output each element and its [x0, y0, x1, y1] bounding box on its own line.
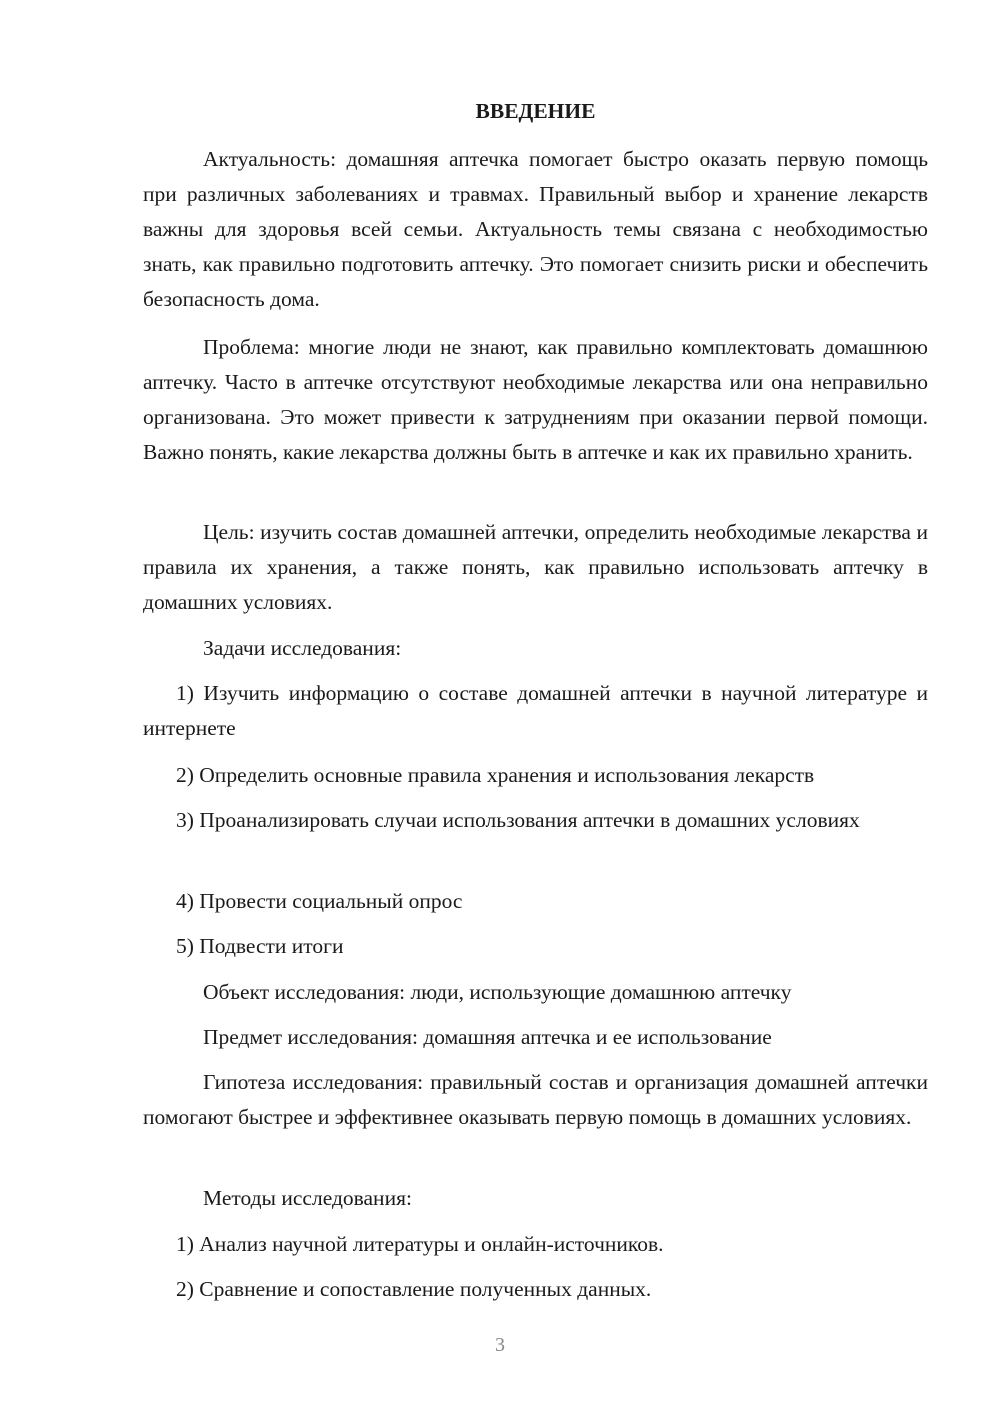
section-title: ВВЕДЕНИЕ	[475, 99, 596, 123]
method-item-1: 1) Анализ научной литературы и онлайн-источников.	[176, 1232, 664, 1256]
task-item-1: 1) Изучить информацию о составе домашней аптечки в научной литературе и интернете	[143, 681, 928, 740]
task-item-2: 2) Определить основные правила хранения и использования лекарств	[176, 763, 815, 787]
paragraph-relevance: Актуальность: домашняя аптечка помогает быстро оказать первую помощь при различных заболеваниях и травмах. Правильный выбор и хранение лекарств важны для здоровья всей семьи. Актуальность темы связана с необходимостью знать, как правильно подготовить аптечку. Это помогает снизить риски и обеспечить безопасность дома.	[143, 147, 928, 311]
research-hypothesis: Гипотеза исследования: правильный состав и организация домашней аптечки помогают быстрее и эффективнее оказывать первую помощь в домашних условиях.	[143, 1070, 928, 1129]
paragraph-goal: Цель: изучить состав домашней аптечки, определить необходимые лекарства и правила их хранения, а также понять, как правильно использовать аптечку в домашних условиях.	[143, 520, 928, 614]
paragraph-problem: Проблема: многие люди не знают, как правильно комплектовать домашнюю аптечку. Часто в аптечке отсутствуют необходимые лекарства или она неправильно организована. Это может привести к затруднениям при оказании первой помощи. Важно понять, какие лекарства должны быть в аптечке и как их правильно хранить.	[143, 335, 928, 464]
page-number: 3	[495, 1334, 505, 1356]
research-object: Объект исследования: люди, использующие домашнюю аптечку	[203, 980, 792, 1004]
methods-heading: Методы исследования:	[203, 1186, 412, 1210]
task-item-5: 5) Подвести итоги	[176, 934, 344, 958]
research-subject: Предмет исследования: домашняя аптечка и ее использование	[203, 1025, 772, 1049]
tasks-heading: Задачи исследования:	[203, 636, 402, 660]
method-item-2: 2) Сравнение и сопоставление полученных данных.	[176, 1277, 652, 1301]
task-item-3: 3) Проанализировать случаи использования аптечки в домашних условиях	[176, 808, 860, 832]
task-item-4: 4) Провести социальный опрос	[176, 889, 463, 913]
